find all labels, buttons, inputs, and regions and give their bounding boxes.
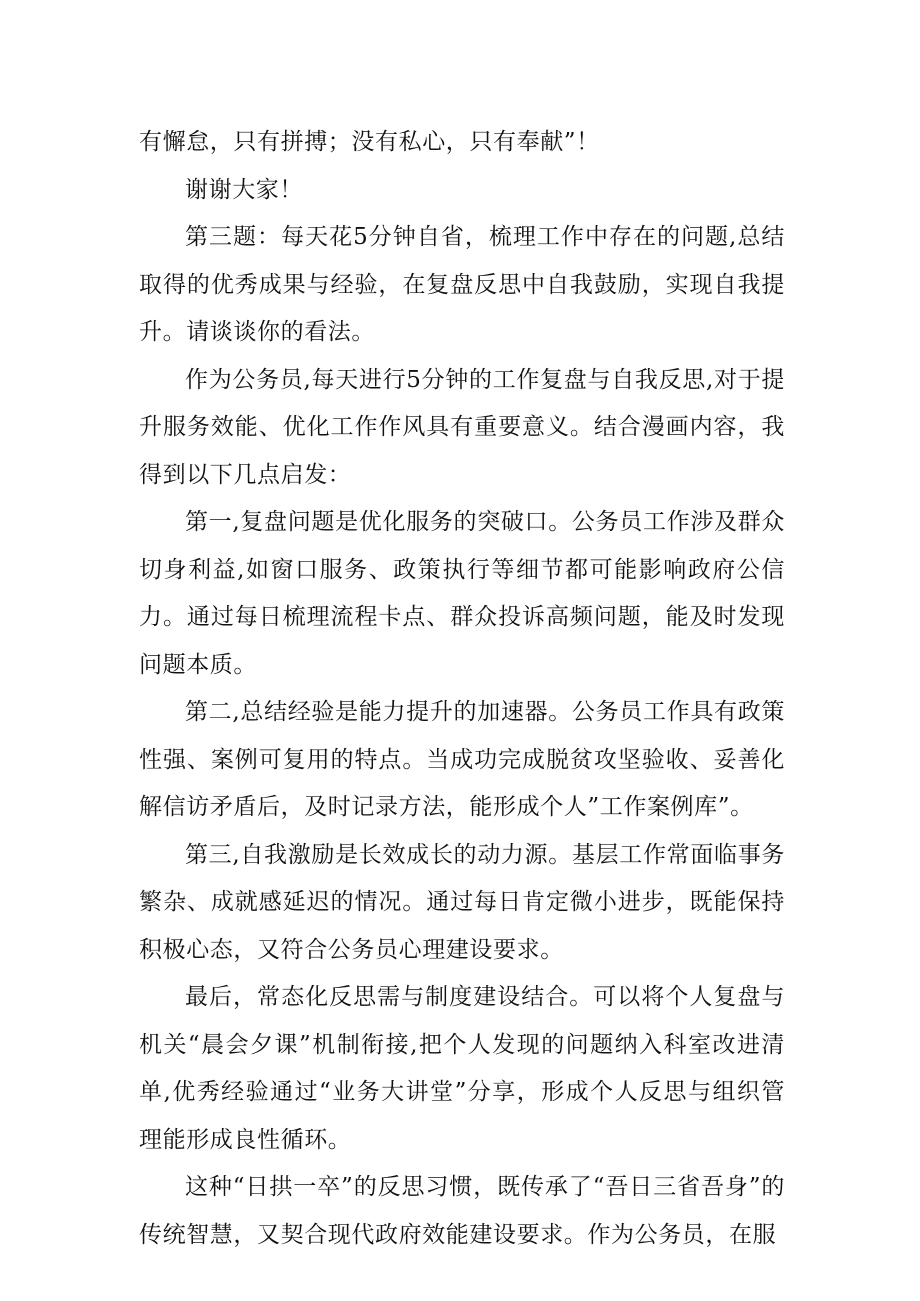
paragraph-continued: 有懈怠，只有拼搏；没有私心，只有奉献”！ [139,129,600,155]
paragraph-thanks: 谢谢大家！ [185,176,303,203]
paragraph-conclusion: 这种“日拱一卒”的反思习惯，既传承了“吾日三省吾身”的传统智慧，又契合现代政府效能建设要求。作为公务员，在服 [139,1174,785,1248]
paragraph-point-three: 第三,自我激励是长效成长的动力源。基层工作常面临事务繁杂、成就感延迟的情况。通过每日肯定微小进步，既能保持积极心态，又符合公务员心理建设要求。 [139,841,785,963]
document-body [139,119,785,1259]
paragraph-point-one: 第一,复盘问题是优化服务的突破口。公务员工作涉及群众切身利益,如窗口服务、政策执行等细节都可能影响政府公信力。通过每日梳理流程卡点、群众投诉高频问题，能及时发现问题本质。 [139,509,785,678]
paragraph-finally: 最后，常态化反思需与制度建设结合。可以将个人复盘与机关“晨会夕课”机制衔接,把个人发现的问题纳入科室改进清单,优秀经验通过“业务大讲堂”分享，形成个人反思与组织管理能形成良性循环。 [139,984,785,1153]
paragraph-question-three: 第三题：每天花5分钟自省，梳理工作中存在的问题,总结取得的优秀成果与经验，在复盘反思中自我鼓励，实现自我提升。请谈谈你的看法。 [139,224,785,345]
paragraph-intro: 作为公务员,每天进行5分钟的工作复盘与自我反思,对于提升服务效能、优化工作作风具有重要意义。结合漫画内容，我得到以下几点启发： [139,366,785,488]
paragraph-point-two: 第二,总结经验是能力提升的加速器。公务员工作具有政策性强、案例可复用的特点。当成功完成脱贫攻坚验收、妥善化解信访矛盾后，及时记录方法，能形成个人”工作案例库”。 [139,699,785,820]
